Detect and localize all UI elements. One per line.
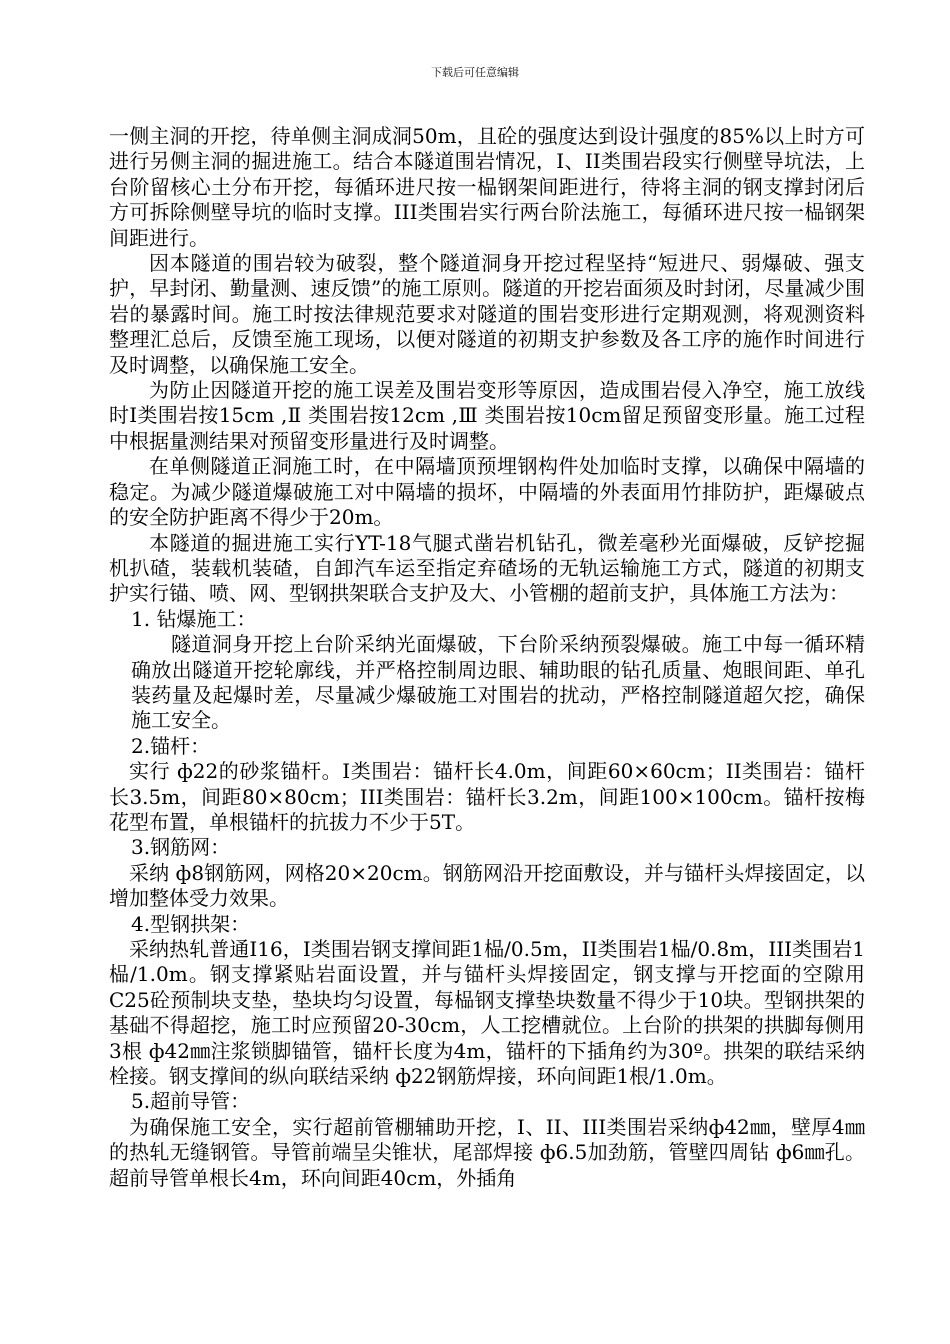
paragraph-middle-wall: 在单侧隧道正洞施工时，在中隔墙顶预埋钢构件处加临时支撑，以确保中隔墙的稳定。为减少隧道爆破施工对中隔墙的损坏，中隔墙的外表面用竹排防护，距爆破点的安全防护距离不得少于20m。 <box>109 454 865 530</box>
page-header-note: 下载后可任意编辑 <box>431 66 519 79</box>
paragraph-construction-method: 本隧道的掘进施工实行YT-18气腿式凿岩机钻孔，微差毫秒光面爆破，反铲挖掘机扒碴，装载机装碴，自卸汽车运至指定弃碴场的无轨运输施工方式，隧道的初期支护实行锚、喷、网、型钢拱架联合支护及大、小管棚的超前支护，具体施工方法为： <box>109 530 865 606</box>
paragraph-reserved-deformation: 为防止因隧道开挖的施工误差及围岩变形等原因，造成围岩侵入净空，施工放线时Ⅰ类围岩按15cm ,Ⅱ 类围岩按12cm ,Ⅲ 类围岩按10cm留足预留变形量。施工过程中根据量测结果对预留变形量进行及时调整。 <box>109 378 865 453</box>
heading-steel-mesh: 3.钢筋网： <box>131 835 231 860</box>
heading-steel-arch: 4.型钢拱架： <box>131 911 251 936</box>
document-body <box>109 124 865 1191</box>
paragraph-construction-principle: 因本隧道的围岩较为破裂，整个隧道洞身开挖过程坚持“短进尺、弱爆破、强支护，早封闭、勤量测、速反馈”的施工原则。隧道的开挖岩面须及时封闭，尽量减少围岩的暴露时间。施工时按法律规范要求对隧道的围岩变形进行定期观测，将观测资料整理汇总后，反馈至施工现场，以便对隧道的初期支护参数及各工序的施作时间进行及时调整，以确保施工安全。 <box>109 251 865 377</box>
paragraph-drilling-blasting: 隧道洞身开挖上台阶采纳光面爆破，下台阶采纳预裂爆破。施工中每一循环精确放出隧道开挖轮廓线，并严格控制周边眼、辅助眼的钻孔质量、炮眼间距、单孔装药量及起爆时差，尽量减少爆破施工对围岩的扰动，严格控制隧道超欠挖，确保施工安全。 <box>131 632 865 733</box>
paragraph-steel-arch: 采纳热轧普通I16，I类围岩钢支撑间距1榀/0.5m，II类围岩1榀/0.8m，III类围岩1榀/1.0m。钢支撑紧贴岩面设置，并与锚杆头焊接固定，钢支撑与开挖面的空隙用C25砼预制块支垫，垫块均匀设置，每榀钢支撑垫块数量不得少于10块。型钢拱架的基础不得超挖，施工时应预留20-30cm，人工挖槽就位。上台阶的拱架的拱脚每侧用3根 ф42㎜注浆锁脚锚管，锚杆长度为4m，锚杆的下插角约为30º。拱架的联结采纳栓接。钢支撑间的纵向联结采纳 ф22钢筋焊接，环向间距1根/1.0m。 <box>109 937 865 1089</box>
paragraph-advance-pipe: 为确保施工安全，实行超前管棚辅助开挖，I、II、III类围岩采纳ф42㎜，壁厚4㎜的热轧无缝钢管。导管前端呈尖锥状，尾部焊接 ф6.5加劲筋，管壁四周钻 ф6㎜孔。超前导管单根长4m，环向间距40cm，外插角 <box>109 1114 865 1190</box>
paragraph-steel-mesh: 采纳 ф8钢筋网，网格20×20cm。钢筋网沿开挖面敷设，并与锚杆头焊接固定，以增加整体受力效果。 <box>109 860 865 911</box>
paragraph-excavation-sequence: 一侧主洞的开挖，待单侧主洞成洞50m，且砼的强度达到设计强度的85%以上时方可进行另侧主洞的掘进施工。结合本隧道围岩情况，I、II类围岩段实行侧壁导坑法，上台阶留核心土分布开挖，每循环进尺按一榀钢架间距进行，待将主洞的钢支撑封闭后方可拆除侧壁导坑的临时支撑。III类围岩实行两台阶法施工，每循环进尺按一榀钢架间距进行。 <box>109 124 865 250</box>
heading-anchor-rod: 2.锚杆： <box>131 733 211 758</box>
heading-advance-pipe: 5.超前导管： <box>131 1089 251 1114</box>
heading-drilling-blasting: 1. 钻爆施工： <box>131 606 257 631</box>
paragraph-anchor-rod: 实行 ф22的砂浆锚杆。I类围岩：锚杆长4.0m，间距60×60cm；II类围岩：锚杆长3.5m，间距80×80cm；III类围岩：锚杆长3.2m，间距100×100cm。锚杆按梅花型布置，单根锚杆的抗拔力不少于5T。 <box>109 759 865 834</box>
